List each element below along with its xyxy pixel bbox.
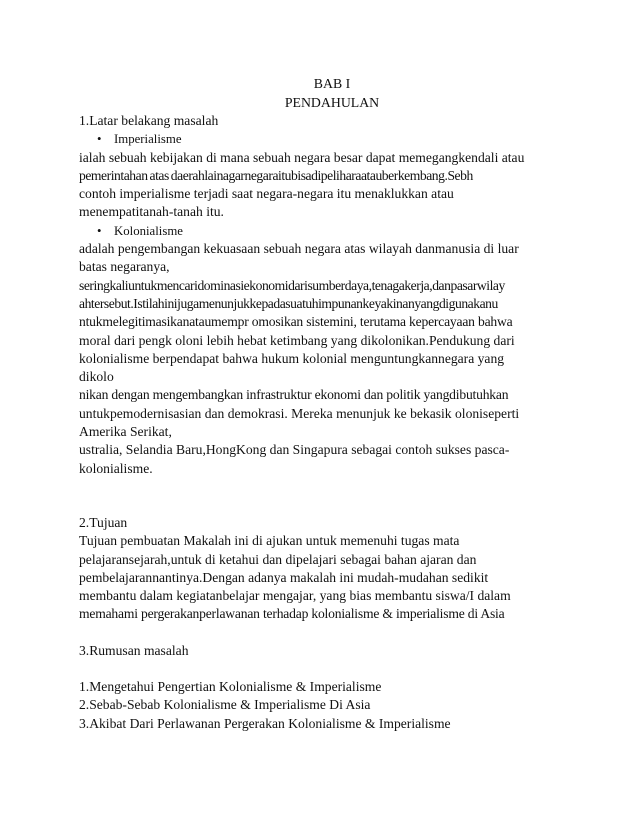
paragraph-line: membantu dalam kegiatanbelajar mengajar, yang bias membantu siswa/I dalam	[79, 588, 511, 604]
chapter-title: PENDAHULAN	[284, 94, 380, 110]
paragraph-line: pemerintahan atas daerahlainagarnegaraitubisadipeliharaatauberkembang.Sebh	[79, 167, 473, 183]
paragraph-line: contoh imperialisme terjadi saat negara-negara itu menaklukkan atau	[79, 186, 454, 202]
spacer	[79, 478, 569, 514]
bullet-imperialisme	[79, 130, 569, 148]
paragraph-line: adalah pengembangan kekuasaan sebuah negara atas wilayah danmanusia di luar	[79, 241, 519, 257]
bullet-label: Imperialisme	[114, 132, 182, 147]
paragraph-line: memahami pergerakanperlawanan terhadap kolonialisme & imperialisme di Asia	[79, 606, 505, 622]
paragraph-line: moral dari pengk oloni lebih hebat ketimbang yang dikolonikan.Pendukung dari	[79, 332, 515, 348]
chapter-number: BAB I	[313, 76, 351, 91]
list-item: 1.Mengetahui Pengertian Kolonialisme & Imperialisme	[79, 679, 382, 695]
paragraph-line: ahtersebut.Istilahinijugamenunjukkepadasuatuhimpunankeyakinanyangdigunakanu	[79, 295, 498, 311]
paragraph-line: Tujuan pembuatan Makalah ini di ajukan untuk memenuhi tugas mata	[79, 533, 460, 549]
paragraph-line: pelajaransejarah,untuk di ketahui dan dipelajari sebagai bahan ajaran dan	[79, 551, 477, 567]
bullet-kolonialisme	[79, 222, 569, 240]
section-heading-tujuan: 2.Tujuan	[79, 514, 128, 530]
document-body	[79, 75, 569, 733]
spacer	[79, 624, 569, 642]
section-heading-background: 1.Latar belakang masalah	[79, 113, 219, 128]
bullet-dot-icon: •	[97, 223, 102, 238]
paragraph-line: batas negaranya,	[79, 259, 170, 275]
list-item: 2.Sebab-Sebab Kolonialisme & Imperialisme Di Asia	[79, 697, 371, 713]
paragraph-line: pembelajarannantinya.Dengan adanya makalah ini mudah-mudahan sedikit	[79, 569, 489, 585]
paragraph-line: untukpemodernisasian dan demokrasi. Mereka menunjuk ke bekasik oloniseperti	[79, 405, 520, 421]
bullet-dot-icon: •	[97, 132, 102, 147]
spacer	[79, 660, 569, 678]
paragraph-line: dikolo	[79, 369, 114, 385]
paragraph-line: nikan dengan mengembangkan infrastruktur ekonomi dan politik yangdibutuhkan	[79, 387, 509, 403]
paragraph-line: kolonialisme berpendapat bahwa hukum kolonial menguntungkannegara yang	[79, 350, 505, 366]
paragraph-line: menempatitanah-tanah itu.	[79, 204, 224, 220]
paragraph-line: Amerika Serikat,	[79, 424, 172, 440]
paragraph-line: kolonialisme.	[79, 460, 153, 476]
paragraph-line: ustralia, Selandia Baru,HongKong dan Singapura sebagai contoh sukses pasca-	[79, 442, 510, 458]
section-heading-rumusan: 3.Rumusan masalah	[79, 642, 189, 658]
paragraph-line: ntukmelegitimasikanataumempr omosikan sistemini, terutama kepercayaan bahwa	[79, 314, 513, 330]
paragraph-line: ialah sebuah kebijakan di mana sebuah negara besar dapat memegangkendali atau	[79, 149, 525, 165]
paragraph-line: seringkaliuntukmencaridominasiekonomidarisumberdaya,tenagakerja,danpasarwilay	[79, 277, 505, 293]
list-item: 3.Akibat Dari Perlawanan Pergerakan Kolonialisme & Imperialisme	[79, 715, 451, 731]
bullet-label: Kolonialisme	[114, 223, 183, 238]
